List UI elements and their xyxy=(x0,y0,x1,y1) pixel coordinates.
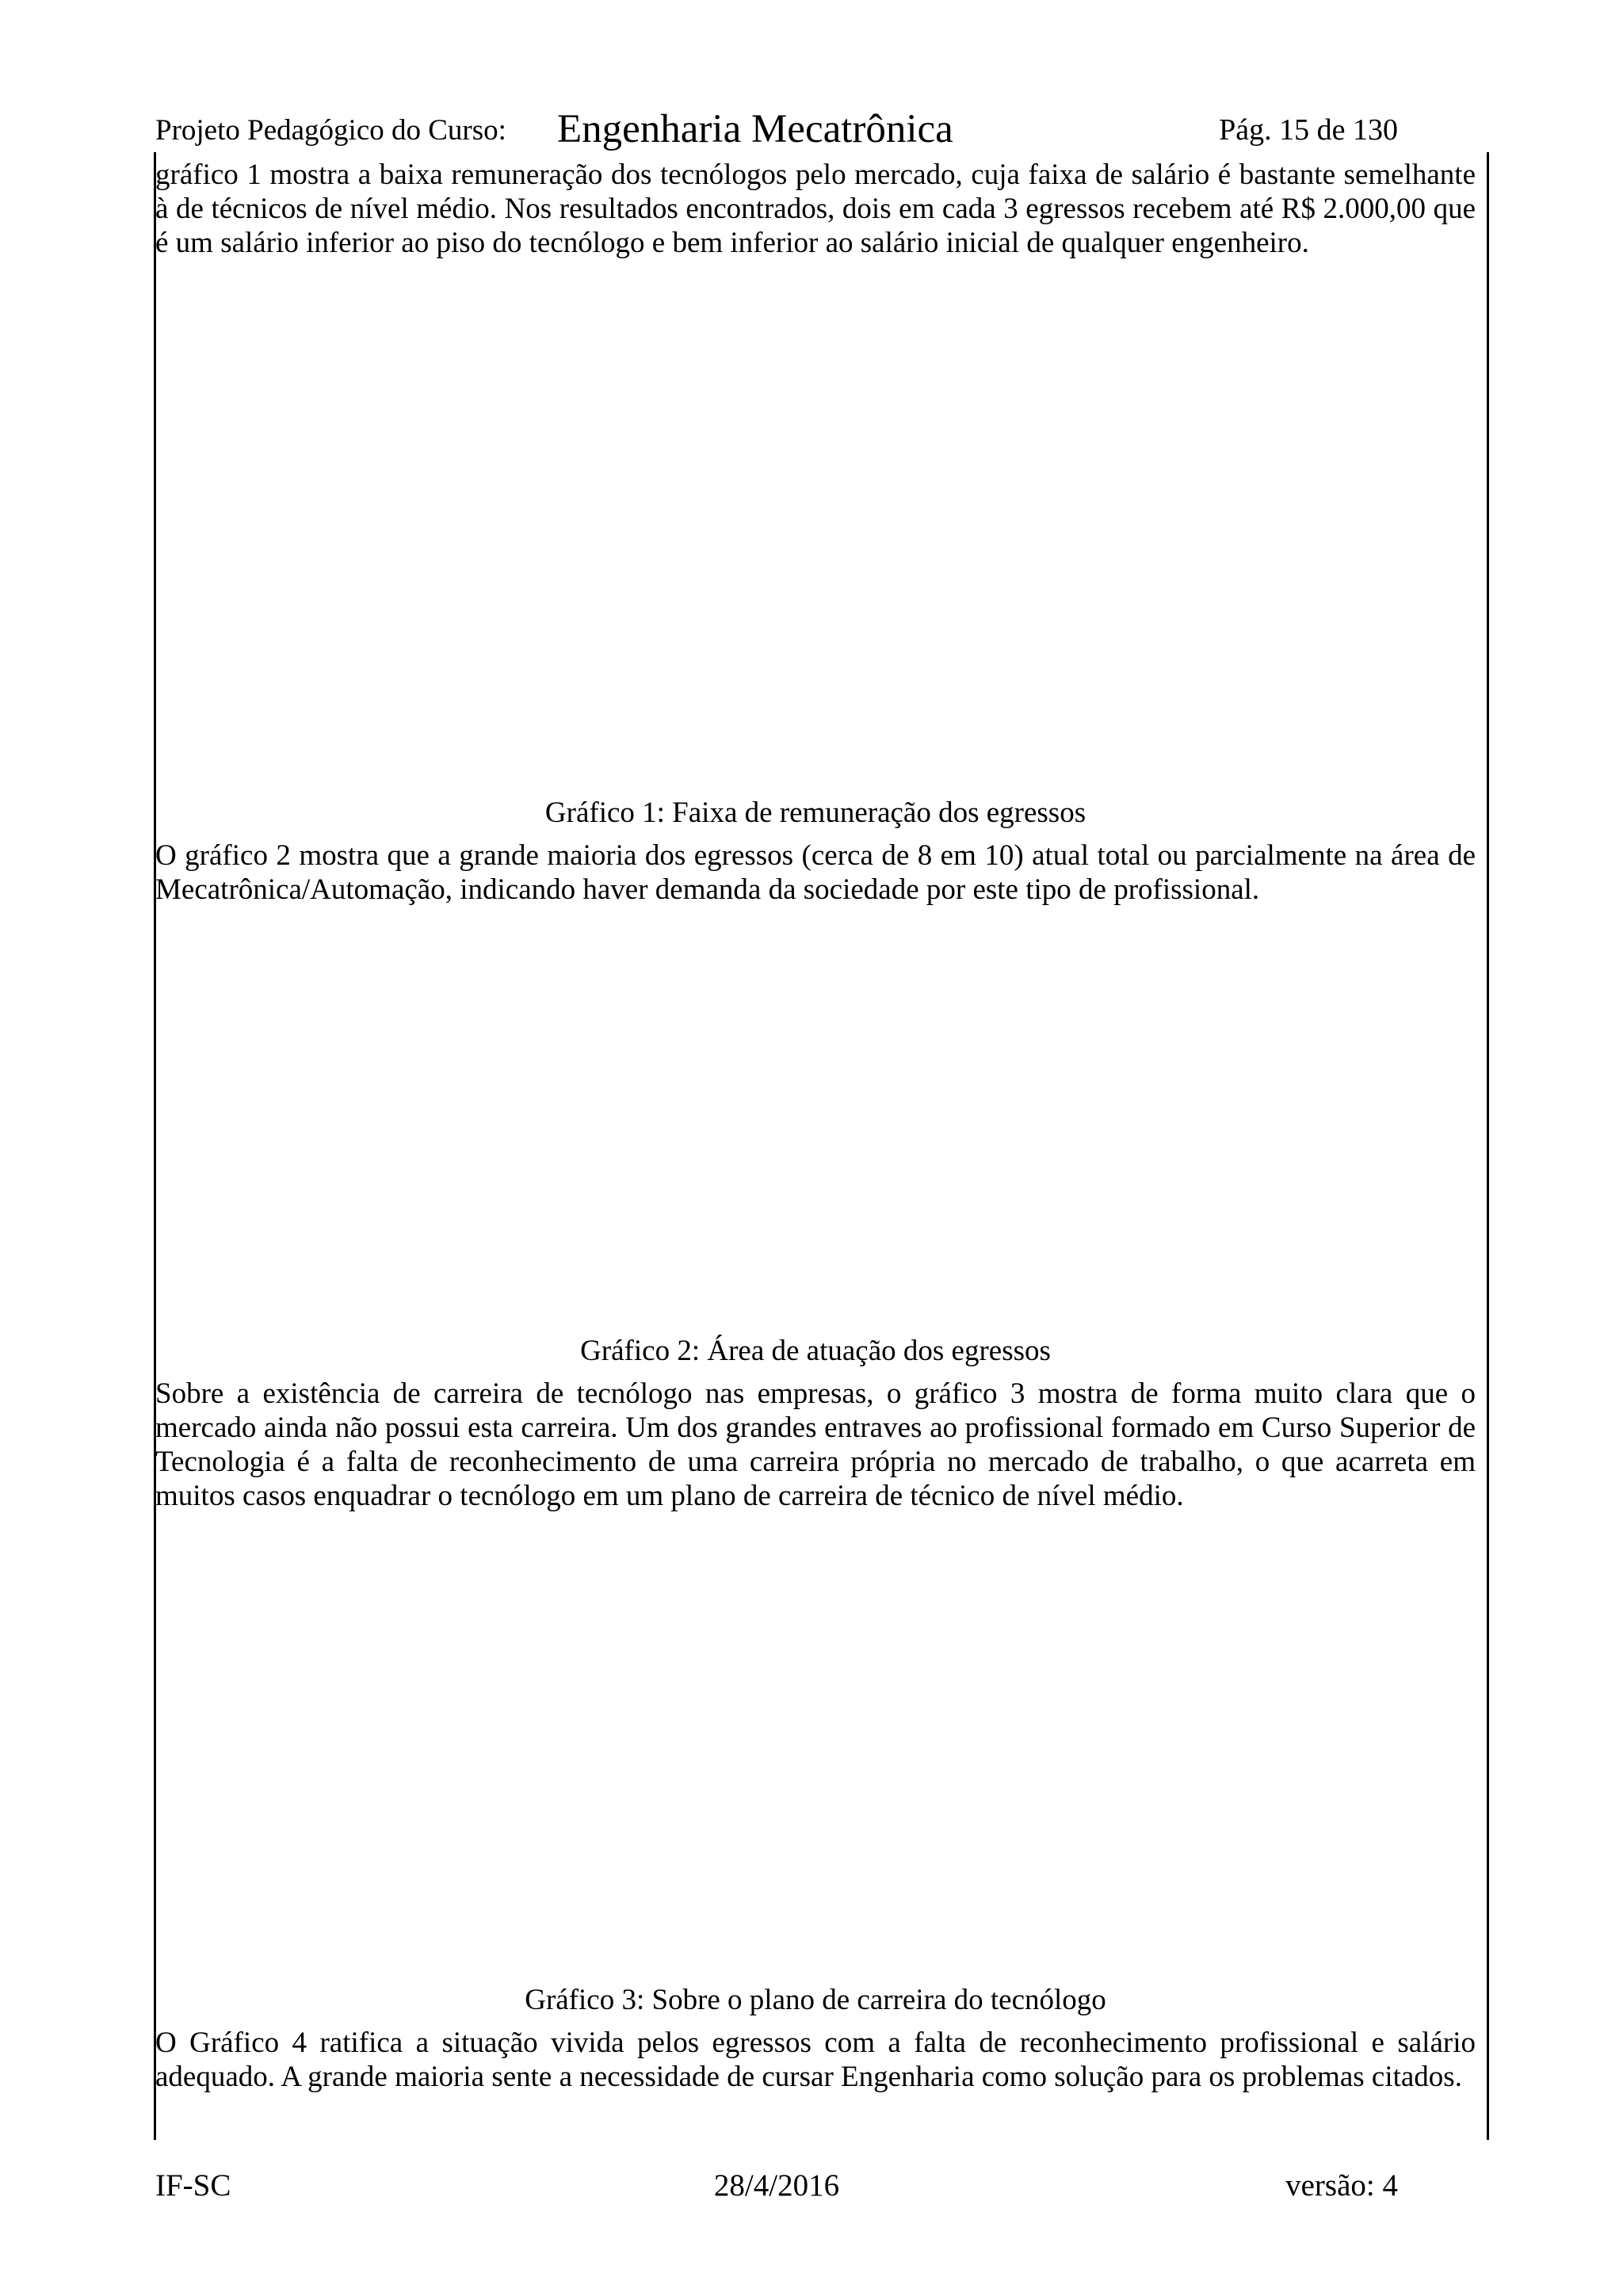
category-label: sim xyxy=(643,1198,680,1224)
x-tick-label: 40,00 xyxy=(1100,1908,1159,1933)
paragraph-1: gráfico 1 mostra a baixa remuneração dos tecnólogos pelo mercado, cuja faixa de salário é bastante semelhante à de técnicos de nível médio. Nos resultados encontrados, dois em cada 3 egressos recebem até R$ 2.000,00 que é um salário inferior ao piso do tecnólogo e bem inferior ao salário inicial de qualquer engenheiro. xyxy=(155,159,1476,259)
footer-version: versão: 4 xyxy=(1285,2168,1398,2202)
page-header xyxy=(155,100,1398,155)
y-tick-label: 20,00 xyxy=(503,606,559,632)
x-tick-label: reais xyxy=(927,728,976,753)
header-prefix: Projeto Pedagógico do Curso: xyxy=(155,114,506,147)
x-tick-label: reais xyxy=(583,728,632,753)
bar xyxy=(594,477,651,682)
category-label: não xyxy=(640,1138,680,1165)
x-tick-label: (4 - 6) mil xyxy=(812,698,907,723)
bar xyxy=(709,589,766,682)
category-label: sim xyxy=(730,1856,766,1882)
category-label: parcialmente sim xyxy=(500,1079,680,1106)
x-tick-label: 30,00 xyxy=(876,1258,935,1283)
bar xyxy=(697,1137,798,1166)
x-tick-label: (2 - 4) mil xyxy=(697,698,792,723)
x-tick-label: 30,00 xyxy=(1014,1908,1072,1933)
x-tick-label: reais xyxy=(812,728,861,753)
x-tick-label: 50,00 xyxy=(1186,1908,1245,1933)
chart-subtitle: (Resposta em %) xyxy=(714,1619,911,1648)
chart-title: Você atua na área de formação (Mecatrônica)? xyxy=(497,944,1128,977)
paragraph-4: O Gráfico 4 ratifica a situação vivida pelos egressos com a falta de reconhecimento profissional e salário adequado. A grande maioria sente a necessidade de cursar Engenharia como solução para os problemas citados. xyxy=(155,2027,1476,2093)
x-tick-label: 20,00 xyxy=(808,1258,865,1283)
x-tick-label: (>8) mil xyxy=(1042,698,1117,723)
y-tick-label: 10,00 xyxy=(503,638,559,663)
x-tick-label: (0 - 2) mil xyxy=(583,698,678,723)
paragraph-2: O gráfico 2 mostra que a grande maioria dos egressos (cerca de 8 em 10) atual total ou parcialmente na área de Mecatrônica/Automação, indicando haver demanda da sociedade por este tipo de profissional. xyxy=(155,839,1476,906)
x-tick-label: 40,00 xyxy=(946,1258,1004,1283)
chart-subtitle: (resposta em %) xyxy=(722,392,903,419)
chart-title: Qual a faixa da sua remuneração? xyxy=(593,330,1032,363)
x-tick-label: 20,00 xyxy=(927,1908,986,1933)
y-tick-label: 50,00 xyxy=(503,512,559,537)
x-tick-label: 0,00 xyxy=(674,1258,720,1283)
x-tick-label: 10,00 xyxy=(841,1908,899,1933)
chart-subtitle: (Resposta em %) xyxy=(714,1006,911,1034)
bar xyxy=(784,1727,964,1749)
x-tick-label: reais xyxy=(1042,728,1090,753)
bar xyxy=(784,1771,861,1793)
page-number: Pág. 15 de 130 xyxy=(1219,113,1398,147)
x-tick-label: 50,00 xyxy=(1016,1258,1074,1283)
frame-right-rule xyxy=(1487,152,1489,2140)
page-footer xyxy=(155,2168,1398,2207)
footer-date: 28/4/2016 xyxy=(713,2168,840,2202)
y-tick-label: 30,00 xyxy=(503,575,559,600)
category-label: outro xyxy=(713,1725,766,1752)
bar xyxy=(784,1683,1168,1706)
footer-institution: IF-SC xyxy=(155,2168,231,2202)
chart-title: Há plano de carreira para Tecnológo na sua empresa? xyxy=(448,1556,1177,1589)
x-tick-label: 60,00 xyxy=(1085,1258,1144,1283)
bar xyxy=(784,1814,988,1836)
x-tick-label: (6 - 8) mil xyxy=(927,698,1022,723)
y-tick-label: 70,00 xyxy=(503,449,559,474)
caption-grafico-2: Gráfico 2: Área de atuação dos egressos xyxy=(580,1335,1051,1367)
frame-left-rule xyxy=(154,152,156,2140)
category-label: não, sigo outro plano (engenharia) xyxy=(414,1769,766,1795)
x-tick-label: 10,00 xyxy=(738,1258,796,1283)
y-tick-label: 40,00 xyxy=(503,544,559,569)
caption-grafico-1: Gráfico 1: Faixa de remuneração dos egressos xyxy=(544,797,1086,829)
x-tick-label: 0,00 xyxy=(761,1908,807,1933)
bar xyxy=(824,672,881,682)
y-tick-label: 60,00 xyxy=(503,480,559,506)
bar xyxy=(697,1078,1044,1106)
bar xyxy=(784,1858,810,1880)
caption-grafico-3: Gráfico 3: Sobre o plano de carreira do tecnólogo xyxy=(525,1984,1106,2016)
x-tick-label: reais xyxy=(697,728,747,753)
category-label: não, sigo outro plano (tecnico) xyxy=(456,1813,766,1839)
bar xyxy=(697,1197,944,1225)
y-tick-label: 0,00 xyxy=(516,670,559,694)
paragraph-3: Sobre a existência de carreira de tecnólogo nas empresas, o gráfico 3 mostra de forma muito clara que o mercado ainda não possui esta carreira. Um dos grandes entraves ao profissional formado em Curso Superior de Tecnologia é a falta de reconhecimento de uma carreira própria no mercado de trabalho, o que acarreta em muitos casos enquadrar o tecnólogo em um plano de carreira de técnico de nível médio. xyxy=(155,1377,1476,1512)
bar xyxy=(939,672,996,682)
category-label: não tenho plano de carreira xyxy=(485,1682,766,1708)
course-title: Engenharia Mecatrônica xyxy=(557,107,953,151)
